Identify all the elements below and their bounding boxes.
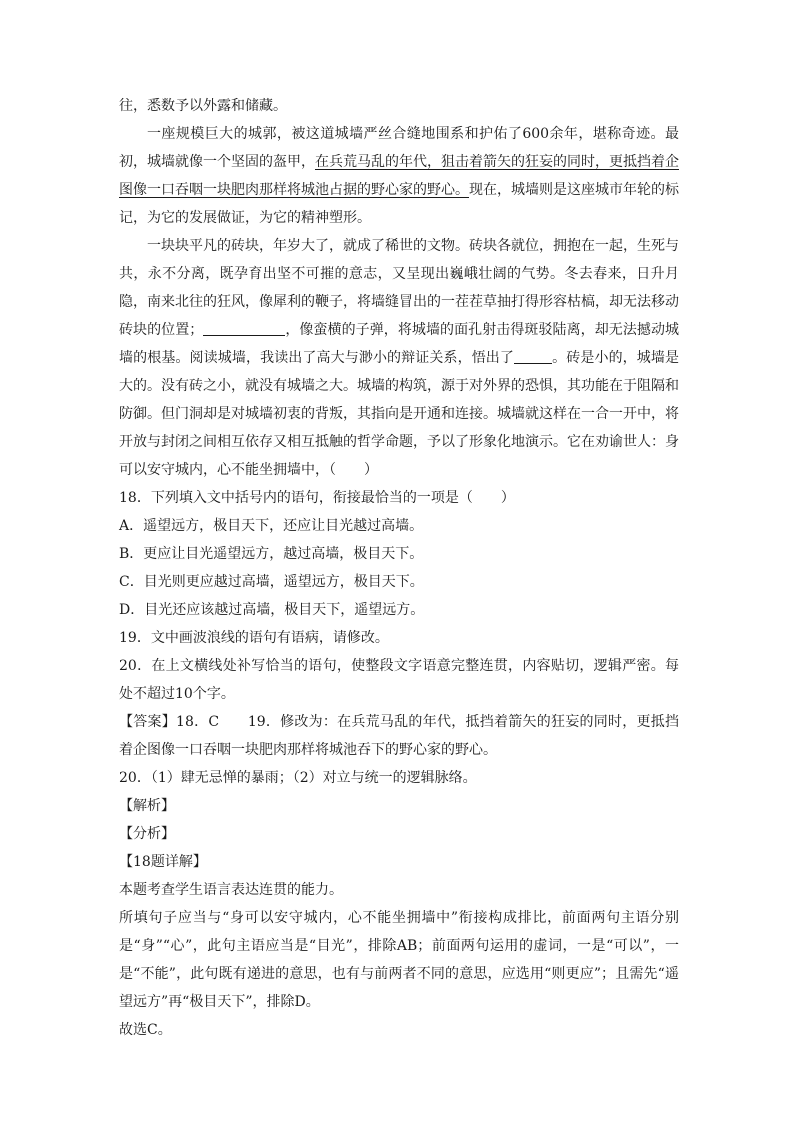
- analysis-label: 【解析】: [119, 798, 175, 814]
- question-18-option-a: A．遥望远方，极目天下，还应让目光越过高墙。: [119, 518, 424, 534]
- question-20: 20．在上文横线处补写恰当的语句，使整段文字语意完整连贯，内容贴切，逻辑严密。每处不超过10个字。: [119, 658, 679, 702]
- question-18: 18．下列填入文中括号内的语句，衔接最恰当的一项是（ ）: [119, 490, 515, 506]
- document-page: [119, 92, 679, 1044]
- question-18-option-b: B．更应让目光遥望远方，越过高墙，极目天下。: [119, 546, 424, 562]
- fenxi-label: 【分析】: [119, 826, 175, 842]
- answer-block: [119, 708, 679, 764]
- passage-paragraph-1: [119, 120, 679, 232]
- detail-line-3: 故选C。: [119, 1022, 172, 1038]
- passage-text: 。砖是小的，城墙是大的。没有砖之小，就没有城墙之大。城墙的构筑，源于对外界的恐惧，其功能在于阻隔和防御。但门洞却是对城墙初衷的背叛，其指向是开通和连接。城墙就这样在一合一开中，将开放与封闭之间相互依存又相互抵触的哲学命题，予以了形象化地演示。它在劝谕世人：身可以安守城内，心不能坐拥墙中，（ ）: [119, 350, 680, 478]
- wavy-underlined-sentence: 在兵荒马乱的年代，狙击着箭矢的狂妄的同时，更抵挡着企图像一口吞咽一块肥肉那样将城池占据的野心家的野心。: [119, 154, 679, 198]
- detail-line-1: 本题考查学生语言表达连贯的能力。: [119, 882, 343, 898]
- answer-label: 【答案】: [119, 714, 177, 730]
- detail-title: 【18题详解】: [119, 854, 207, 870]
- fill-blank-1: [203, 317, 285, 336]
- question-19: 19．文中画波浪线的语句有语病，请修改。: [119, 630, 389, 646]
- detail-line-2: 所填句子应当与“身可以安守城内，心不能坐拥墙中”衔接构成排比，前面两句主语分别是“身”“心”，此句主语应当是“目光”，排除AB；前面两句运用的虚词，一是“可以”，一是“不能”，此句既有递进的意思，也有与前两者不同的意思，应选用“则更应”；且需先“遥望远方”再“极目天下”，排除D。: [119, 910, 679, 1010]
- answer-line-1: 18．C 19．修改为：在兵荒马乱的年代，抵挡着箭矢的狂妄的同时，更抵挡着企图像一口吞咽一块肥肉那样将城池吞下的野心家的野心。: [119, 714, 680, 758]
- answer-line-2: 20．（1）肆无忌惮的暴雨；（2）对立与统一的逻辑脉络。: [119, 770, 477, 786]
- question-18-option-d: D．目光还应该越过高墙，极目天下，遥望远方。: [119, 602, 425, 618]
- passage-paragraph-0: [119, 92, 679, 120]
- passage-paragraph-2: [119, 232, 679, 484]
- passage-text: 现在，城墙则是这座城市年轮的标记，为它的发展做证，为它的精神塑形。: [119, 182, 679, 226]
- passage-text: ，像蛮横的子弹，将城墙的面孔射击得斑驳陆离，却无法撼动城墙的根基。阅读城墙，我读出了高大与渺小的辩证关系，悟出了: [119, 322, 680, 366]
- question-18-option-c: C．目光则更应越过高墙，遥望远方，极目天下。: [119, 574, 424, 590]
- passage-text: 一座规模巨大的城郭，被这道城墙严丝合缝地围系和护佑了600余年，堪称奇迹。最初，城墙就像一个坚固的盔甲，: [119, 126, 679, 170]
- passage-text: 往，悉数予以外露和储藏。: [119, 98, 287, 114]
- fill-blank-2: [514, 345, 552, 364]
- passage-text: 一块块平凡的砖块，年岁大了，就成了稀世的文物。砖块各就位，拥抱在一起，生死与共，永不分离，既孕育出坚不可摧的意志，又呈现出巍峨壮阔的气势。冬去春来，日升月隐，南来北往的狂风，像犀利的鞭子，将墙缝冒出的一茬茬草抽打得形容枯槁，却无法移动砖块的位置；: [119, 238, 679, 338]
